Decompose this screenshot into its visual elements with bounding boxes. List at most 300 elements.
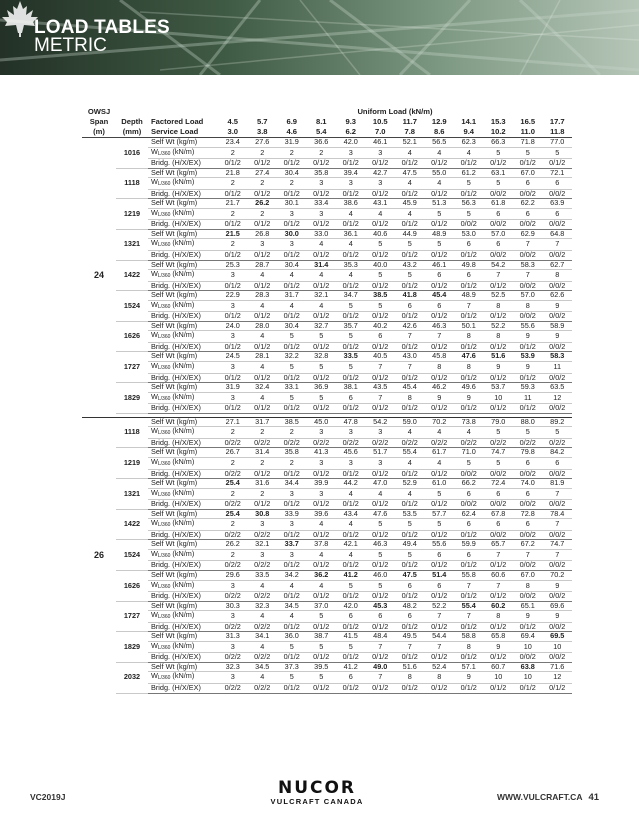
service-load-value: 7.0 — [366, 127, 396, 138]
table-cell: 7 — [543, 239, 573, 251]
table-cell: 7 — [454, 611, 484, 623]
table-cell: 58.3 — [513, 260, 543, 270]
table-cell: 3 — [218, 611, 248, 623]
table-cell: 46.3 — [366, 540, 396, 550]
label-part: (kN/m) — [170, 269, 195, 279]
table-cell: 0/2/2 — [218, 653, 248, 663]
table-cell: 5 — [454, 457, 484, 469]
table-cell: 0/1/2 — [395, 622, 425, 632]
table-cell: 0/1/2 — [484, 159, 514, 169]
table-cell: 0/1/2 — [248, 251, 278, 261]
table-cell: 60.6 — [484, 570, 514, 580]
row-label-bridging: Bridg. (H/X/EX) — [148, 653, 218, 663]
header-owsj: OWSJ — [87, 107, 111, 116]
table-cell: 5 — [366, 549, 396, 561]
table-cell: 0/1/2 — [248, 500, 278, 510]
table-cell: 33.4 — [307, 199, 337, 209]
table-cell: 0/1/2 — [395, 500, 425, 510]
factored-load-value: 10.5 — [372, 117, 388, 126]
table-cell: 0/1/2 — [366, 500, 396, 510]
table-row — [82, 611, 572, 623]
website-url: WWW.VULCRAFT.CA — [497, 792, 583, 802]
table-cell: 5 — [513, 427, 543, 439]
row-label-self-weight: Self Wt (kg/m) — [148, 383, 218, 393]
table-cell: 4 — [336, 519, 366, 531]
table-cell: 40.2 — [366, 321, 396, 331]
table-cell: 8 — [425, 362, 455, 374]
table-cell: 0/1/2 — [513, 683, 543, 693]
table-cell: 0/0/2 — [513, 281, 543, 291]
table-cell: 34.1 — [248, 632, 278, 642]
table-cell: 4 — [277, 300, 307, 312]
table-cell: 0/1/2 — [395, 220, 425, 230]
table-cell: 0/1/2 — [454, 683, 484, 693]
table-cell: 0/0/2 — [484, 530, 514, 540]
table-cell: 46.3 — [425, 321, 455, 331]
table-cell: 39.9 — [307, 479, 337, 489]
table-cell: 4 — [425, 457, 455, 469]
table-cell: 35.3 — [336, 260, 366, 270]
table-row — [82, 549, 572, 561]
table-cell: 62.3 — [454, 138, 484, 148]
table-cell: 0/1/2 — [218, 220, 248, 230]
table-cell: 71.8 — [513, 138, 543, 148]
span-value: 24 — [93, 270, 104, 281]
factored-load-value: 4.5 — [227, 117, 239, 126]
table-cell: 0/1/2 — [248, 469, 278, 479]
table-cell: 0/1/2 — [454, 189, 484, 199]
table-cell: 35.7 — [336, 321, 366, 331]
table-cell: 0/1/2 — [513, 404, 543, 414]
table-cell: 0/1/2 — [425, 251, 455, 261]
table-cell: 51.4 — [425, 570, 455, 580]
table-row — [82, 383, 572, 393]
table-row — [82, 683, 572, 693]
table-cell: 47.6 — [454, 352, 484, 362]
table-row — [82, 392, 572, 404]
table-row — [82, 291, 572, 301]
label-subscript: L/360 — [157, 181, 171, 188]
table-row — [82, 530, 572, 540]
table-cell: 0/0/2 — [484, 500, 514, 510]
table-cell: 45.8 — [425, 352, 455, 362]
label-part: (kN/m) — [170, 177, 195, 187]
table-cell: 8 — [484, 331, 514, 343]
table-cell: 7 — [366, 392, 396, 404]
table-cell: 5 — [484, 457, 514, 469]
label-part: (kN/m) — [170, 610, 195, 620]
label-subscript: L/360 — [157, 522, 171, 529]
table-cell: 26.8 — [248, 229, 278, 239]
table-cell: 0/1/2 — [395, 189, 425, 199]
table-cell: 0/0/2 — [543, 469, 573, 479]
table-cell: 9 — [543, 611, 573, 623]
table-cell: 51.3 — [425, 199, 455, 209]
table-row — [82, 448, 572, 458]
table-cell: 3 — [277, 488, 307, 500]
table-cell: 61.0 — [425, 479, 455, 489]
table-cell: 62.7 — [543, 260, 573, 270]
table-cell: 0/1/2 — [336, 653, 366, 663]
table-cell: 36.9 — [307, 383, 337, 393]
label-subscript: L/360 — [157, 552, 171, 559]
depth-value: 1626 — [116, 570, 148, 601]
table-cell: 0/0/2 — [454, 500, 484, 510]
footer-right — [497, 792, 599, 803]
table-cell: 0/2/2 — [513, 438, 543, 448]
factored-load-value: 11.7 — [402, 117, 417, 126]
table-cell: 6 — [425, 300, 455, 312]
table-cell: 0/1/2 — [425, 404, 455, 414]
table-cell: 51.6 — [484, 352, 514, 362]
table-row — [82, 178, 572, 190]
label-part: (kN/m) — [170, 330, 195, 340]
table-cell: 10 — [513, 641, 543, 653]
table-cell: 35.8 — [277, 448, 307, 458]
table-cell: 4 — [454, 147, 484, 159]
table-cell: 4 — [248, 331, 278, 343]
table-cell: 33.5 — [336, 352, 366, 362]
table-cell: 3 — [307, 457, 337, 469]
table-cell: 0/0/2 — [543, 281, 573, 291]
table-cell: 0/1/2 — [307, 622, 337, 632]
label-subscript: L/360 — [157, 460, 171, 467]
table-cell: 26.2 — [218, 540, 248, 550]
table-cell: 0/1/2 — [307, 653, 337, 663]
table-cell: 0/0/2 — [513, 500, 543, 510]
row-label-bridging: Bridg. (H/X/EX) — [148, 469, 218, 479]
row-label-deflection — [148, 549, 218, 561]
table-cell: 3 — [277, 519, 307, 531]
table-cell: 41.2 — [336, 570, 366, 580]
table-cell: 0/1/2 — [513, 159, 543, 169]
table-cell: 33.5 — [248, 570, 278, 580]
table-cell: 22.9 — [218, 291, 248, 301]
table-cell: 3 — [307, 488, 337, 500]
table-cell: 0/1/2 — [425, 469, 455, 479]
service-load-value: 8.6 — [425, 127, 455, 138]
header-depth-unit: (mm) — [116, 127, 148, 138]
table-cell: 33.7 — [277, 540, 307, 550]
table-cell: 39.6 — [307, 509, 337, 519]
table-cell: 44.9 — [395, 229, 425, 239]
table-cell: 28.7 — [248, 260, 278, 270]
table-cell: 21.8 — [218, 168, 248, 178]
table-cell: 6 — [425, 549, 455, 561]
table-cell: 3 — [277, 208, 307, 220]
table-cell: 52.4 — [425, 662, 455, 672]
table-cell: 6 — [366, 331, 396, 343]
header-service-load: Service Load — [148, 127, 218, 138]
table-cell: 0/1/2 — [425, 561, 455, 571]
table-cell: 0/1/2 — [336, 312, 366, 322]
table-cell: 64.8 — [543, 229, 573, 239]
table-cell: 42.1 — [336, 540, 366, 550]
table-cell: 5 — [366, 270, 396, 282]
table-cell: 34.5 — [277, 601, 307, 611]
depth-value: 1626 — [116, 321, 148, 352]
table-cell: 6 — [513, 519, 543, 531]
table-cell: 0/1/2 — [366, 312, 396, 322]
table-cell: 33.0 — [307, 229, 337, 239]
row-label-bridging: Bridg. (H/X/EX) — [148, 592, 218, 602]
table-cell: 5 — [307, 392, 337, 404]
factored-load-value: 6.9 — [286, 117, 298, 126]
table-cell: 0/1/2 — [307, 683, 337, 693]
table-cell: 41.8 — [395, 291, 425, 301]
row-label-bridging: Bridg. (H/X/EX) — [148, 312, 218, 322]
table-cell: 4 — [395, 208, 425, 220]
table-cell: 0/1/2 — [395, 312, 425, 322]
depth-value: 1422 — [116, 509, 148, 540]
table-cell: 0/2/2 — [454, 438, 484, 448]
table-cell: 67.0 — [513, 168, 543, 178]
row-label-bridging: Bridg. (H/X/EX) — [148, 159, 218, 169]
table-cell: 7 — [425, 331, 455, 343]
table-cell: 0/1/2 — [218, 159, 248, 169]
table-cell: 0/1/2 — [395, 592, 425, 602]
table-cell: 63.8 — [513, 662, 543, 672]
table-cell: 0/1/2 — [425, 342, 455, 352]
service-load-value: 11.0 — [513, 127, 543, 138]
table-cell: 0/1/2 — [336, 220, 366, 230]
row-label-bridging: Bridg. (H/X/EX) — [148, 373, 218, 383]
table-cell: 0/1/2 — [277, 220, 307, 230]
table-cell: 3 — [307, 427, 337, 439]
table-cell: 8 — [395, 672, 425, 684]
label-part: (kN/m) — [170, 518, 195, 528]
table-cell: 5 — [336, 641, 366, 653]
table-cell: 0/1/2 — [425, 530, 455, 540]
row-label-deflection — [148, 427, 218, 439]
table-cell: 44.2 — [336, 479, 366, 489]
service-load-value: 4.6 — [277, 127, 307, 138]
table-cell: 66.3 — [484, 138, 514, 148]
table-row — [82, 601, 572, 611]
logo-sub-text: VULCRAFT CANADA — [270, 797, 364, 806]
table-cell: 79.8 — [513, 448, 543, 458]
table-cell: 6 — [454, 519, 484, 531]
table-row — [82, 438, 572, 448]
table-cell: 4 — [277, 611, 307, 623]
table-cell: 0/1/2 — [395, 561, 425, 571]
table-row — [82, 641, 572, 653]
table-cell: 3 — [336, 457, 366, 469]
table-cell: 53.9 — [513, 352, 543, 362]
table-cell: 0/1/2 — [425, 281, 455, 291]
table-cell: 6 — [513, 178, 543, 190]
nucor-vulcraft-logo — [262, 780, 372, 806]
service-load-value: 5.4 — [307, 127, 337, 138]
table-cell: 0/2/2 — [218, 530, 248, 540]
table-cell: 4 — [336, 239, 366, 251]
table-cell: 5 — [395, 239, 425, 251]
table-cell: 33.1 — [277, 383, 307, 393]
table-cell: 46.1 — [366, 138, 396, 148]
table-cell: 0/1/2 — [484, 653, 514, 663]
table-cell: 0/1/2 — [454, 373, 484, 383]
table-cell: 9 — [513, 331, 543, 343]
table-cell: 0/0/2 — [543, 500, 573, 510]
label-part: W — [151, 147, 158, 156]
table-cell: 0/2/2 — [218, 622, 248, 632]
row-label-self-weight: Self Wt (kg/m) — [148, 448, 218, 458]
table-cell: 0/1/2 — [366, 342, 396, 352]
table-row — [82, 352, 572, 362]
table-cell: 5 — [454, 178, 484, 190]
table-cell: 7 — [425, 611, 455, 623]
table-cell: 30.4 — [277, 321, 307, 331]
header-uniform-load: Uniform Load (kN/m) — [357, 107, 433, 116]
table-cell: 0/1/2 — [336, 592, 366, 602]
table-cell: 69.5 — [543, 632, 573, 642]
table-cell: 0/1/2 — [395, 159, 425, 169]
span-value: 26 — [93, 550, 104, 561]
logo-main-text: NUCOR — [277, 778, 357, 798]
table-cell: 5 — [277, 331, 307, 343]
table-cell: 9 — [484, 362, 514, 374]
table-cell: 0/1/2 — [454, 404, 484, 414]
table-cell: 0/1/2 — [366, 530, 396, 540]
table-cell: 0/1/2 — [425, 683, 455, 693]
table-cell: 51.6 — [395, 662, 425, 672]
table-cell: 57.1 — [454, 662, 484, 672]
table-row — [82, 653, 572, 663]
table-cell: 5 — [543, 147, 573, 159]
table-cell: 62.6 — [543, 291, 573, 301]
table-cell: 0/2/2 — [248, 530, 278, 540]
table-cell: 5 — [366, 239, 396, 251]
table-cell: 3 — [218, 580, 248, 592]
row-label-deflection — [148, 457, 218, 469]
table-cell: 0/1/2 — [307, 251, 337, 261]
table-cell: 65.7 — [484, 540, 514, 550]
table-cell: 0/1/2 — [336, 342, 366, 352]
header-factored-load: Factored Load — [151, 117, 204, 126]
table-cell: 0/1/2 — [277, 189, 307, 199]
table-cell: 6 — [513, 208, 543, 220]
table-cell: 5 — [307, 672, 337, 684]
table-cell: 0/1/2 — [218, 281, 248, 291]
table-cell: 25.4 — [218, 509, 248, 519]
table-cell: 32.2 — [277, 352, 307, 362]
table-row — [82, 404, 572, 414]
table-cell: 49.5 — [395, 632, 425, 642]
row-label-deflection — [148, 178, 218, 190]
table-cell: 0/1/2 — [336, 159, 366, 169]
table-cell: 2 — [218, 239, 248, 251]
depth-value: 2032 — [116, 662, 148, 693]
table-cell: 4 — [395, 178, 425, 190]
table-cell: 0/2/2 — [307, 438, 337, 448]
table-cell: 27.6 — [248, 138, 278, 148]
table-cell: 0/1/2 — [307, 530, 337, 540]
table-row — [82, 427, 572, 439]
table-cell: 9 — [425, 392, 455, 404]
table-cell: 5 — [366, 519, 396, 531]
row-label-self-weight: Self Wt (kg/m) — [148, 570, 218, 580]
table-cell: 0/1/2 — [425, 220, 455, 230]
table-cell: 0/1/2 — [425, 500, 455, 510]
table-cell: 5 — [307, 331, 337, 343]
table-cell: 84.2 — [543, 448, 573, 458]
table-cell: 0/1/2 — [248, 342, 278, 352]
table-cell: 5 — [425, 488, 455, 500]
table-cell: 4 — [395, 147, 425, 159]
table-cell: 74.0 — [513, 479, 543, 489]
table-cell: 0/1/2 — [366, 683, 396, 693]
label-part: (kN/m) — [170, 641, 195, 650]
table-cell: 4 — [395, 457, 425, 469]
table-cell: 24.0 — [218, 321, 248, 331]
table-cell: 52.2 — [484, 321, 514, 331]
table-row — [82, 312, 572, 322]
table-cell: 0/1/2 — [277, 469, 307, 479]
table-row — [82, 540, 572, 550]
row-label-deflection — [148, 672, 218, 684]
table-cell: 47.8 — [336, 417, 366, 427]
table-cell: 0/2/2 — [543, 438, 573, 448]
table-cell: 7 — [454, 300, 484, 312]
table-cell: 8 — [513, 580, 543, 592]
table-cell: 3 — [218, 672, 248, 684]
table-cell: 0/1/2 — [395, 342, 425, 352]
maple-leaf-icon — [0, 0, 40, 38]
table-cell: 4 — [425, 427, 455, 439]
table-cell: 3 — [366, 457, 396, 469]
table-cell: 77.0 — [543, 138, 573, 148]
table-cell: 0/1/2 — [425, 159, 455, 169]
table-cell: 42.0 — [336, 138, 366, 148]
table-cell: 3 — [366, 147, 396, 159]
label-part: (kN/m) — [170, 549, 195, 558]
table-cell: 0/1/2 — [454, 342, 484, 352]
table-cell: 58.8 — [454, 632, 484, 642]
table-cell: 30.4 — [277, 260, 307, 270]
table-cell: 3 — [307, 178, 337, 190]
table-row — [82, 168, 572, 178]
table-cell: 73.8 — [454, 417, 484, 427]
table-cell: 27.1 — [218, 417, 248, 427]
table-cell: 40.5 — [366, 352, 396, 362]
table-row — [82, 199, 572, 209]
table-cell: 39.5 — [307, 662, 337, 672]
table-cell: 52.9 — [395, 479, 425, 489]
table-cell: 0/1/2 — [277, 622, 307, 632]
table-cell: 6 — [513, 488, 543, 500]
table-cell: 70.2 — [425, 417, 455, 427]
table-cell: 0/1/2 — [454, 530, 484, 540]
table-cell: 5 — [336, 300, 366, 312]
table-cell: 7 — [454, 580, 484, 592]
table-cell: 0/1/2 — [484, 622, 514, 632]
table-cell: 2 — [248, 178, 278, 190]
row-label-self-weight: Self Wt (kg/m) — [148, 509, 218, 519]
table-cell: 26.7 — [218, 448, 248, 458]
table-cell: 3 — [218, 300, 248, 312]
table-cell: 34.4 — [277, 479, 307, 489]
table-cell: 0/0/2 — [543, 404, 573, 414]
table-cell: 67.2 — [513, 540, 543, 550]
table-cell: 0/1/2 — [307, 159, 337, 169]
label-part: W — [151, 610, 158, 620]
table-cell: 58.3 — [543, 352, 573, 362]
label-subscript: L/360 — [157, 334, 171, 341]
label-subscript: L/360 — [157, 211, 171, 218]
table-cell: 63.9 — [543, 199, 573, 209]
table-cell: 9 — [454, 392, 484, 404]
row-label-bridging: Bridg. (H/X/EX) — [148, 500, 218, 510]
